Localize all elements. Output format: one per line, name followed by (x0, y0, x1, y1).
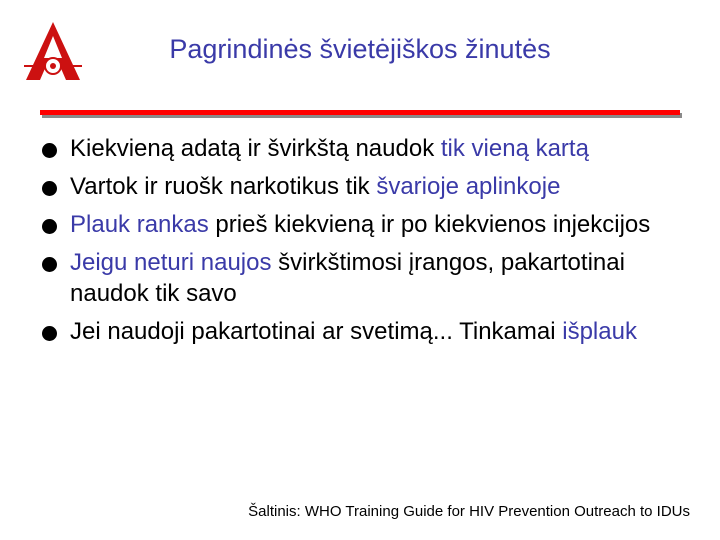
bullet-text: prieš kiekvieną ir po kiekvienos injekcijos (208, 211, 651, 238)
bullet-dot-icon (42, 326, 57, 341)
bullet-item (42, 316, 702, 347)
bullet-text: švirkštimosi įrangos, pakartotinai naudok tik savo (70, 249, 625, 307)
source-citation: Šaltinis: WHO Training Guide for HIV Prevention Outreach to IDUs (248, 503, 690, 520)
slide-title: Pagrindinės švietėjiškos žinutės (169, 34, 551, 64)
bullet-dot-icon (42, 257, 57, 272)
bullet-list (42, 133, 702, 354)
highlighted-text: išplauk (562, 318, 637, 345)
bullet-dot-icon (42, 181, 57, 196)
bullet-dot-icon (42, 219, 57, 234)
bullet-item (42, 209, 702, 240)
bullet-item (42, 133, 702, 164)
bullet-text: Jei naudoji pakartotinai ar svetimą... Tinkamai (70, 318, 563, 345)
bullet-text: Vartok ir ruošk narkotikus tik (70, 173, 377, 200)
red-triangle-logo-icon (22, 18, 84, 88)
bullet-text: Kiekvieną adatą ir švirkštą naudok (70, 135, 441, 162)
highlighted-text: Plauk rankas (70, 211, 209, 238)
bullet-dot-icon (42, 143, 57, 158)
highlighted-text: tik vieną kartą (440, 135, 589, 162)
bullet-item (42, 247, 702, 309)
title-rule (40, 110, 680, 115)
highlighted-text: švarioje aplinkoje (376, 173, 561, 200)
bullet-item (42, 171, 702, 202)
highlighted-text: Jeigu neturi naujos (70, 249, 272, 276)
